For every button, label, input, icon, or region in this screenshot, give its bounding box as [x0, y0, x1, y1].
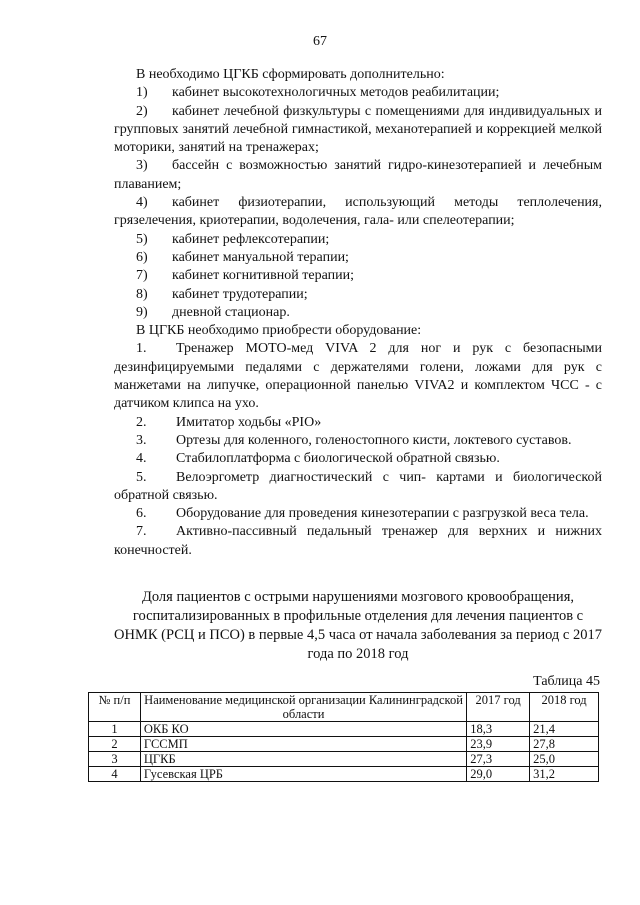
- table-header-row: [89, 693, 599, 722]
- table-45: [88, 692, 599, 782]
- room-list-item-text: кабинет физиотерапии, использующий методы теплолечения, грязелечения, криотерапии, водолечения, гала- или спелеотерапии;: [114, 195, 602, 229]
- room-list-item-text: кабинет когнитивной терапии;: [172, 268, 354, 284]
- equipment-list-item-number: 2.: [136, 414, 147, 430]
- room-list-item-text: бассейн с возможностью занятий гидро-кинезотерапией и лечебным плаванием;: [114, 158, 602, 192]
- cell-num: 1: [89, 722, 141, 737]
- equipment-list-item: [114, 414, 602, 432]
- page-number: 67: [313, 34, 327, 49]
- equipment-list-item: [114, 432, 602, 450]
- equipment-list-item-number: 4.: [136, 451, 147, 467]
- room-list-item: [114, 84, 602, 102]
- room-list-item-text: кабинет мануальной терапии;: [172, 249, 349, 265]
- header-2017: 2017 год: [467, 693, 530, 722]
- room-list-item: [114, 157, 602, 194]
- room-list-item: [114, 249, 602, 267]
- room-list-item-text: кабинет трудотерапии;: [172, 286, 308, 302]
- cell-2018: 25,0: [530, 752, 599, 767]
- room-list-item-number: 1): [136, 85, 148, 101]
- cell-org: ГССМП: [140, 737, 466, 752]
- table-body: [89, 722, 599, 782]
- header-num: № п/п: [89, 693, 141, 722]
- header-org: Наименование медицинской организации Калининградской области: [140, 693, 466, 722]
- equipment-intro: В ЦГКБ необходимо приобрести оборудование:: [136, 323, 422, 339]
- equipment-list-item: [114, 523, 602, 560]
- room-list-item-text: кабинет лечебной физкультуры с помещениями для индивидуальных и групповых занятий лечебной гимнастикой, механотерапией и коррекцией мелкой моторики, занятий на тренажерах;: [114, 103, 602, 156]
- table-row: [89, 767, 599, 782]
- equipment-list-item-number: 1.: [136, 341, 147, 357]
- cell-2017: 23,9: [467, 737, 530, 752]
- cell-2017: 29,0: [467, 767, 530, 782]
- room-list-item-number: 9): [136, 304, 148, 320]
- equipment-list-item-text: Оборудование для проведения кинезотерапии с разгрузкой веса тела.: [176, 506, 589, 522]
- table-row: [89, 752, 599, 767]
- equipment-list-item: [114, 469, 602, 506]
- cell-2018: 31,2: [530, 767, 599, 782]
- rooms-list: [114, 84, 602, 322]
- room-list-item: [114, 231, 602, 249]
- equipment-list-item-number: 7.: [136, 524, 147, 540]
- table-row: [89, 737, 599, 752]
- cell-2018: 27,8: [530, 737, 599, 752]
- equipment-list-item-number: 5.: [136, 469, 147, 485]
- equipment-list-item: [114, 505, 602, 523]
- rooms-intro: В необходимо ЦГКБ сформировать дополнительно:: [136, 67, 445, 82]
- equipment-list-item-text: Имитатор ходьбы «PIO»: [176, 414, 322, 430]
- equipment-list-item-text: Ортезы для коленного, голеностопного кисти, локтевого суставов.: [176, 432, 572, 448]
- cell-2018: 21,4: [530, 722, 599, 737]
- cell-org: Гусевская ЦРБ: [140, 767, 466, 782]
- room-list-item: [114, 304, 602, 322]
- cell-org: ЦГКБ: [140, 752, 466, 767]
- room-list-item-number: 8): [136, 286, 148, 302]
- equipment-list-item: [114, 340, 602, 413]
- room-list-item-number: 6): [136, 249, 148, 265]
- equipment-list-item: [114, 450, 602, 468]
- room-list-item: [114, 267, 602, 285]
- cell-org: ОКБ КО: [140, 722, 466, 737]
- room-list-item-number: 3): [136, 158, 148, 174]
- room-list-item-number: 7): [136, 268, 148, 284]
- cell-2017: 18,3: [467, 722, 530, 737]
- cell-num: 3: [89, 752, 141, 767]
- room-list-item-number: 2): [136, 103, 148, 119]
- body-text: [114, 66, 602, 560]
- equipment-list-item-text: Стабилоплатформа с биологической обратной связью.: [176, 451, 500, 467]
- table-row: [89, 722, 599, 737]
- room-list-item: [114, 103, 602, 158]
- room-list-item-text: кабинет рефлексотерапии;: [172, 231, 330, 247]
- header-2018: 2018 год: [530, 693, 599, 722]
- equipment-list-item-text: Тренажер МОТО-мед VIVA 2 для ног и рук с безопасными дезинфицируемыми педалями с держателями голени, ложами для рук с манжетами на липучке, операционной панелью VIVA2 и комплектом ЧСС - с датчиком клипса на ухо.: [114, 341, 602, 412]
- room-list-item-number: 5): [136, 231, 148, 247]
- equipment-list-item-text: Велоэргометр диагностический с чип- картами и биологической обратной связью.: [114, 469, 602, 503]
- equipment-list-item-number: 3.: [136, 432, 147, 448]
- room-list-item: [114, 194, 602, 231]
- equipment-list-item-number: 6.: [136, 506, 147, 522]
- section-heading: Доля пациентов с острыми нарушениями мозгового кровообращения, госпитализированных в профильные отделения для лечения пациентов с ОНМК (РСЦ и ПСО) в первые 4,5 часа от начала заболевания за период с 2017 года по 2018 год: [114, 589, 602, 662]
- room-list-item-number: 4): [136, 195, 148, 211]
- cell-num: 2: [89, 737, 141, 752]
- room-list-item-text: кабинет высокотехнологичных методов реабилитации;: [172, 85, 500, 101]
- equipment-list: [114, 340, 602, 560]
- cell-num: 4: [89, 767, 141, 782]
- equipment-list-item-text: Активно-пассивный педальный тренажер для верхних и нижних конечностей.: [114, 524, 602, 558]
- room-list-item-text: дневной стационар.: [172, 304, 290, 320]
- room-list-item: [114, 286, 602, 304]
- table-caption: Таблица 45: [533, 674, 600, 689]
- cell-2017: 27,3: [467, 752, 530, 767]
